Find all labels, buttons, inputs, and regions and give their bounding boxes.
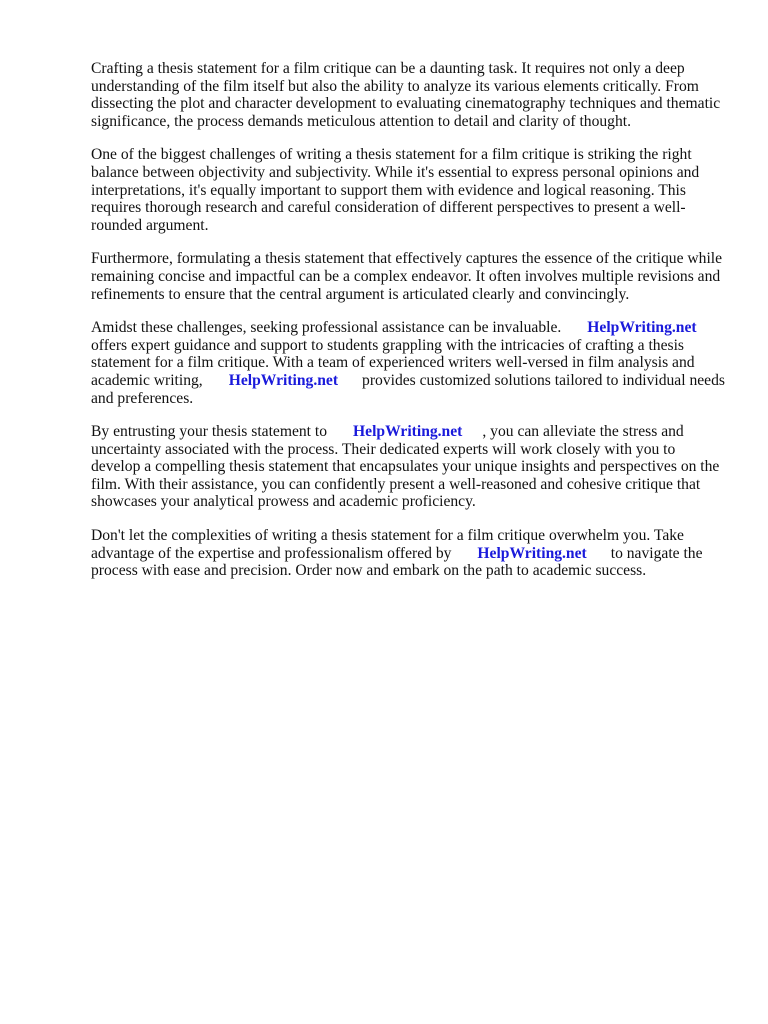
text-line: rounded argument.: [91, 216, 209, 234]
helpwriting-link[interactable]: HelpWriting.net: [353, 423, 463, 441]
text-line: process with ease and precision. Order now and embark on the path to academic success.: [91, 562, 647, 580]
text-line: balance between objectivity and subjectivity. While it's essential to express personal opinions and: [91, 163, 700, 181]
helpwriting-link[interactable]: HelpWriting.net: [477, 544, 587, 562]
text-line: [91, 423, 723, 441]
paragraph: [91, 423, 723, 511]
text-segment: advantage of the expertise and professionalism offered by: [91, 544, 452, 562]
text-line: uncertainty associated with the process. Their dedicated experts will work closely with you to: [91, 440, 676, 458]
text-line: develop a compelling thesis statement that encapsulates your unique insights and perspectives on the: [91, 458, 720, 476]
helpwriting-link[interactable]: HelpWriting.net: [587, 319, 697, 337]
paragraph: [91, 527, 723, 580]
text-line: [91, 319, 723, 337]
text-segment: academic writing,: [91, 371, 203, 389]
text-line: Don't let the complexities of writing a thesis statement for a film critique overwhelm you. Take: [91, 527, 684, 545]
document-body: [91, 60, 723, 596]
text-line: understanding of the film itself but also the ability to analyze its various elements critically. From: [91, 77, 699, 95]
paragraph: [91, 146, 723, 234]
text-segment: , you can alleviate the stress and: [482, 423, 684, 441]
text-line: dissecting the plot and character development to evaluating cinematography techniques and thematic: [91, 95, 721, 113]
text-line: remaining concise and impactful can be a complex endeavor. It often involves multiple revisions and: [91, 267, 721, 285]
text-segment: Amidst these challenges, seeking professional assistance can be invaluable.: [91, 319, 562, 337]
text-line: [91, 545, 723, 563]
text-line: showcases your analytical prowess and academic proficiency.: [91, 493, 476, 511]
paragraph: [91, 319, 723, 407]
text-segment: to navigate the: [610, 544, 703, 562]
paragraph: [91, 250, 723, 303]
text-line: statement for a film critique. With a team of experienced writers well-versed in film analysis and: [91, 354, 695, 372]
helpwriting-link[interactable]: HelpWriting.net: [228, 371, 339, 389]
text-line: Crafting a thesis statement for a film critique can be a daunting task. It requires not only a deep: [91, 60, 685, 77]
text-line: [91, 372, 723, 390]
text-line: requires thorough research and careful consideration of different perspectives to present a well-: [91, 199, 686, 217]
text-line: film. With their assistance, you can confidently present a well-reasoned and cohesive critique that: [91, 475, 701, 493]
text-line: refinements to ensure that the central argument is articulated clearly and convincingly.: [91, 285, 630, 303]
text-line: and preferences.: [91, 389, 194, 407]
text-line: interpretations, it's equally important to support them with evidence and logical reasoning. This: [91, 181, 686, 199]
text-line: offers expert guidance and support to students grappling with the intricacies of crafting a thesis: [91, 336, 684, 354]
paragraph: [91, 60, 723, 130]
text-line: significance, the process demands meticulous attention to detail and clarity of thought.: [91, 112, 632, 130]
text-line: Furthermore, formulating a thesis statement that effectively captures the essence of the critique while: [91, 250, 723, 268]
text-segment: By entrusting your thesis statement to: [91, 423, 328, 441]
text-segment: provides customized solutions tailored to individual needs: [362, 371, 725, 389]
text-line: One of the biggest challenges of writing a thesis statement for a film critique is striking the right: [91, 146, 692, 164]
